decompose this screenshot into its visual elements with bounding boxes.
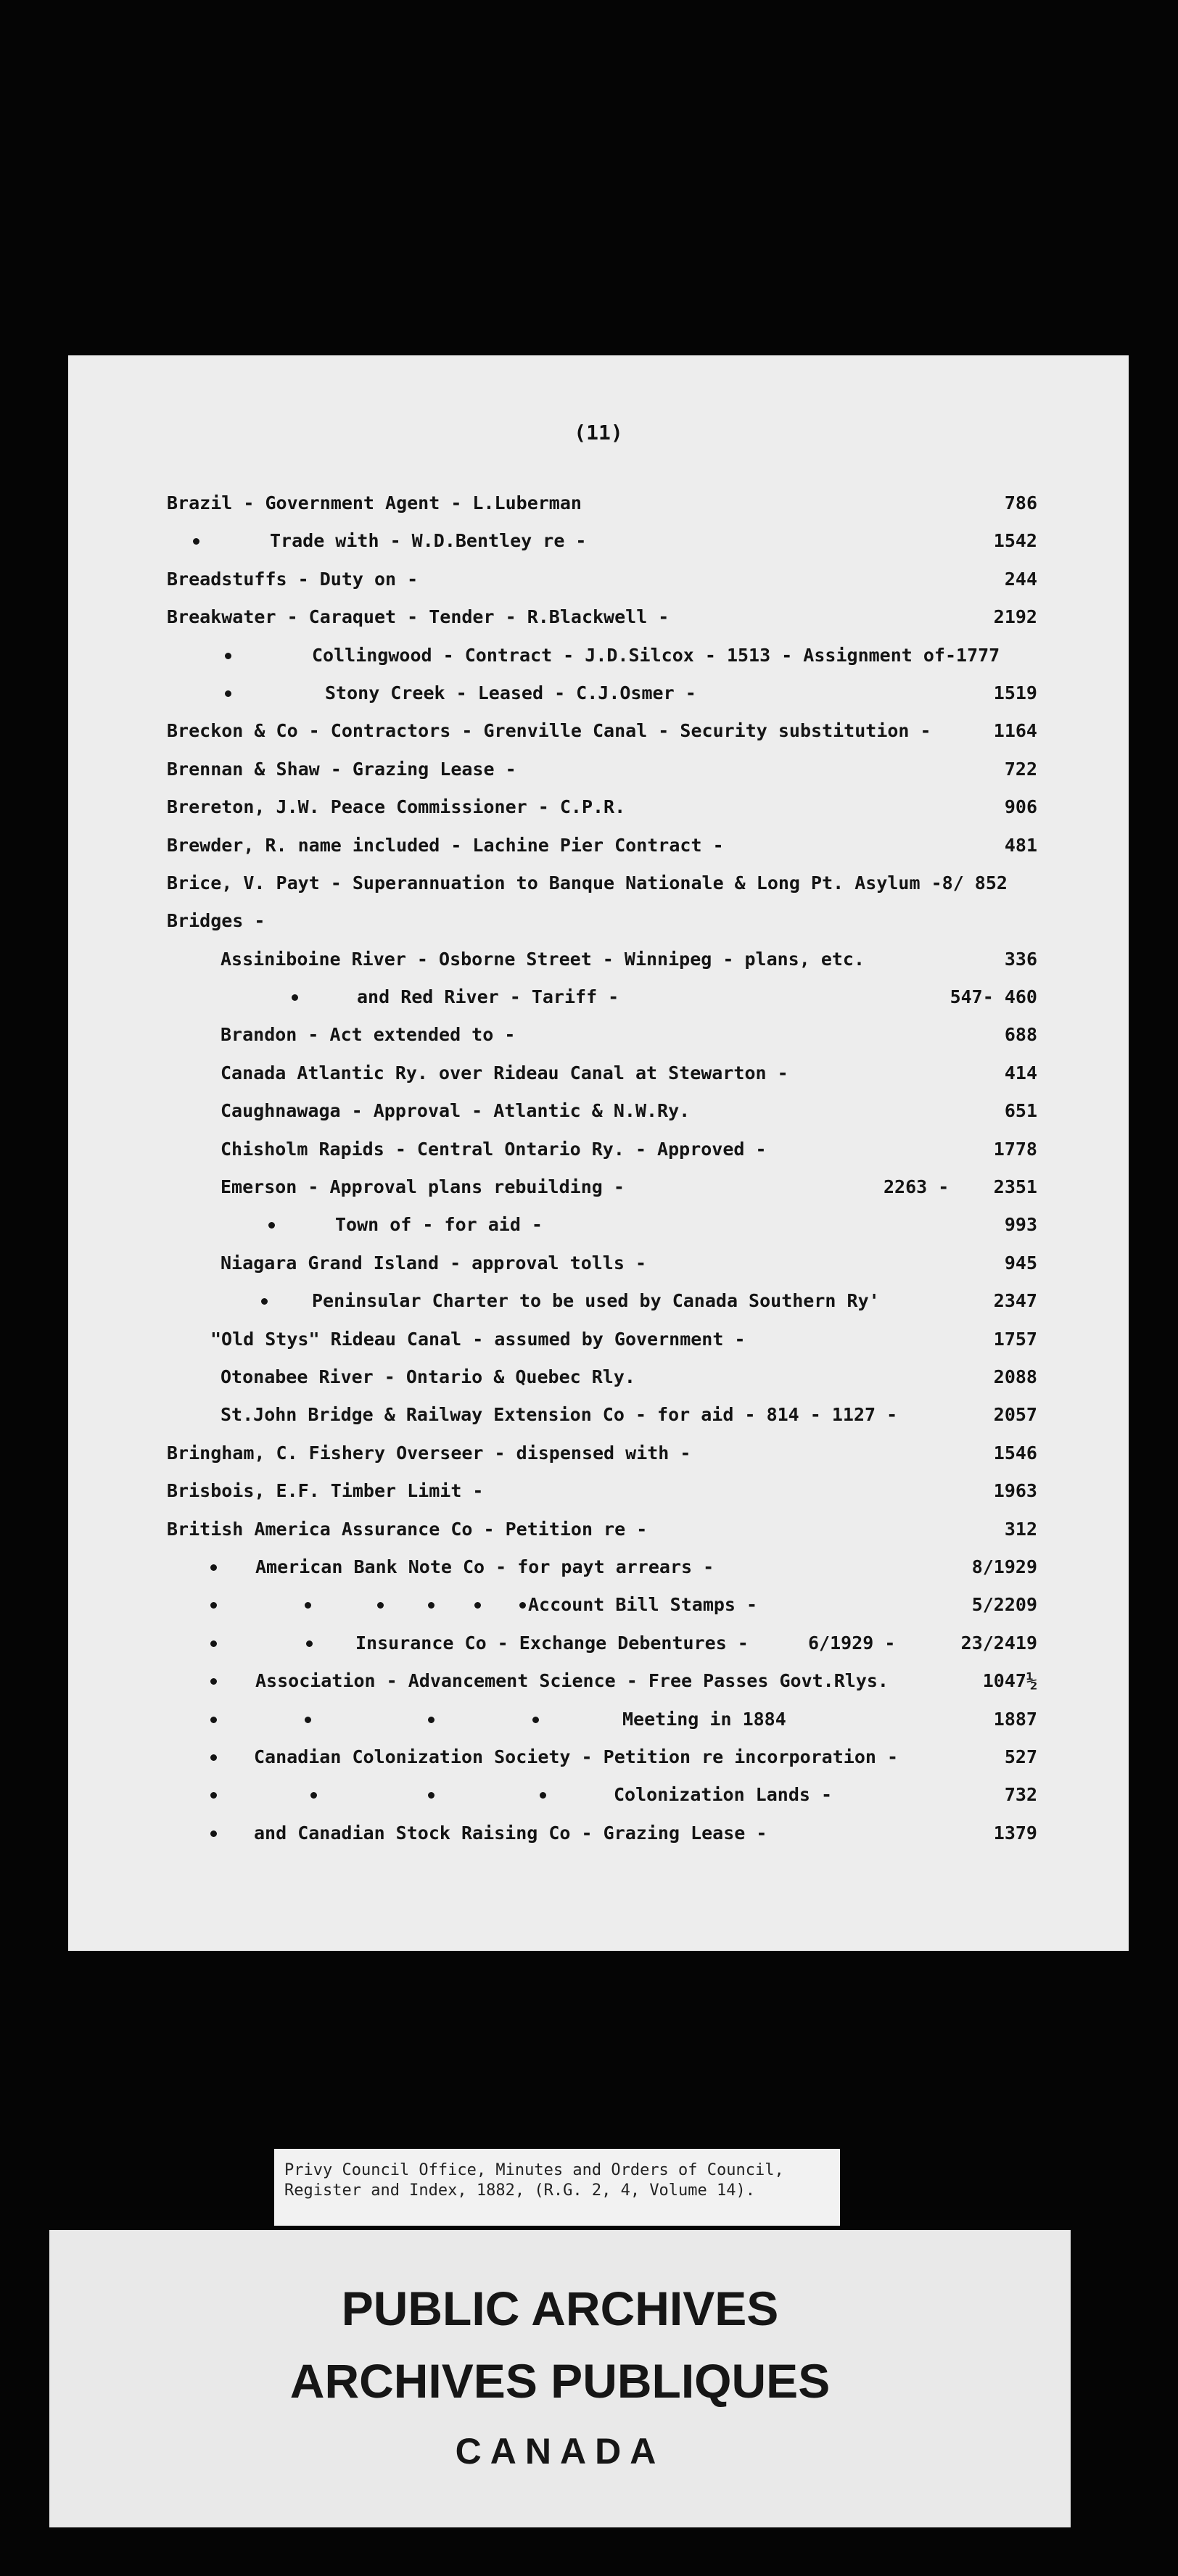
entry-text: Niagara Grand Island - approval tolls -: [221, 1252, 646, 1273]
entry-text: Chisholm Rapids - Central Ontario Ry. - Approved -: [221, 1138, 767, 1160]
entry-reference: 906: [1004, 796, 1037, 818]
entry-text: Stony Creek - Leased - C.J.Osmer -: [325, 682, 696, 703]
entry-text: Insurance Co - Exchange Debentures -: [355, 1632, 749, 1654]
entry-text: Brice, V. Payt - Superannuation to Banque Nationale & Long Pt. Asylum -8/ 852: [167, 872, 1008, 893]
entry-reference: 23/2419: [960, 1632, 1037, 1654]
entry-reference: 945: [1004, 1252, 1037, 1273]
ditto-mark: [193, 538, 199, 545]
index-entry: [68, 561, 1129, 598]
entry-text: Trade with - W.D.Bentley re -: [270, 530, 587, 552]
index-entry: [68, 1206, 1129, 1244]
index-entry: [68, 1321, 1129, 1358]
entry-text: Meeting in 1884: [622, 1708, 786, 1730]
entry-reference: 1519: [993, 682, 1037, 703]
entry-text: American Bank Note Co - for payt arrears -: [255, 1556, 714, 1577]
entry-text: Account Bill Stamps -: [528, 1594, 758, 1616]
index-entry: [68, 751, 1129, 788]
ditto-mark: [225, 690, 231, 697]
index-entry: [68, 978, 1129, 1016]
entry-reference: 2192: [993, 606, 1037, 628]
entry-text: Otonabee River - Ontario & Quebec Rly.: [221, 1366, 635, 1387]
entry-reference: 2088: [993, 1366, 1037, 1387]
ditto-mark: [428, 1717, 434, 1723]
ditto-mark: [261, 1298, 268, 1305]
entry-reference: 244: [1004, 568, 1037, 590]
entry-reference: 993: [1004, 1214, 1037, 1236]
stamp-line-french: ARCHIVES PUBLIQUES: [289, 2354, 831, 2408]
entry-text: and Canadian Stock Raising Co - Grazing Lease -: [254, 1822, 767, 1844]
entry-reference: 5/2209: [971, 1594, 1037, 1616]
ditto-mark: [210, 1754, 217, 1761]
entry-reference: 1963: [993, 1480, 1037, 1502]
index-entry: [68, 712, 1129, 750]
ditto-mark: [210, 1792, 217, 1799]
entry-text: British America Assurance Co - Petition re -: [167, 1518, 648, 1540]
index-entry: [68, 1358, 1129, 1396]
index-entry: [68, 484, 1129, 522]
entry-reference: 688: [1004, 1024, 1037, 1046]
entry-reference-secondary: 6/1929 -: [808, 1632, 896, 1654]
credit-line: Register and Index, 1882, (R.G. 2, 4, Volume 14).: [284, 2181, 756, 2200]
index-entry: [68, 1016, 1129, 1054]
ditto-mark: [306, 1640, 313, 1647]
ditto-mark: [210, 1640, 217, 1647]
document-page: [68, 355, 1129, 1951]
ditto-mark: [225, 653, 231, 659]
index-entry: [68, 1662, 1129, 1700]
entry-reference: 1546: [993, 1442, 1037, 1464]
entry-text: Bringham, C. Fishery Overseer - dispensed with -: [167, 1442, 691, 1464]
index-entry: [68, 941, 1129, 978]
source-credit-label: [274, 2149, 840, 2226]
index-entry: [68, 1815, 1129, 1852]
index-entry: [68, 1054, 1129, 1092]
entry-text: Collingwood - Contract - J.D.Silcox - 1513 - Assignment of-1777: [312, 644, 1000, 666]
entry-reference: 2351: [993, 1176, 1037, 1198]
ditto-mark: [305, 1717, 311, 1723]
entry-reference: 2057: [993, 1404, 1037, 1426]
ditto-mark: [210, 1564, 217, 1571]
index-entry: [68, 864, 1129, 902]
index-entry: [68, 788, 1129, 826]
entry-text: Brewder, R. name included - Lachine Pier Contract -: [167, 834, 724, 856]
entry-text: Brisbois, E.F. Timber Limit -: [167, 1480, 484, 1502]
entry-reference: 1542: [993, 530, 1037, 552]
entry-reference: 1379: [993, 1822, 1037, 1844]
ditto-mark: [310, 1792, 317, 1799]
index-entry: [68, 1472, 1129, 1510]
entry-reference: 414: [1004, 1062, 1037, 1083]
index-entry: [68, 1092, 1129, 1130]
entry-reference: 336: [1004, 948, 1037, 970]
entry-reference: 1887: [993, 1708, 1037, 1730]
ditto-mark: [210, 1830, 217, 1837]
ditto-mark: [210, 1602, 217, 1609]
entry-text: Peninsular Charter to be used by Canada Southern Ry': [312, 1290, 880, 1312]
entry-reference: 527: [1004, 1746, 1037, 1767]
entry-text: Colonization Lands -: [614, 1784, 833, 1806]
index-entry: [68, 827, 1129, 864]
ditto-mark: [210, 1678, 217, 1685]
stamp-line-english: PUBLIC ARCHIVES: [341, 2282, 779, 2335]
ditto-mark: [210, 1717, 217, 1723]
entry-text: Assiniboine River - Osborne Street - Winnipeg - plans, etc.: [221, 948, 865, 970]
entry-text: "Old Stys" Rideau Canal - assumed by Government -: [210, 1328, 746, 1350]
entry-reference-secondary: 2263 -: [884, 1176, 950, 1198]
entry-text: Canada Atlantic Ry. over Rideau Canal at Stewarton -: [221, 1062, 788, 1083]
entry-text: Brandon - Act extended to -: [221, 1024, 516, 1046]
index-entry: [68, 674, 1129, 712]
entry-reference: 786: [1004, 492, 1037, 513]
entry-reference: 722: [1004, 758, 1037, 780]
entry-reference: 8/1929: [971, 1556, 1037, 1577]
entry-text: Town of - for aid -: [335, 1214, 543, 1236]
index-entry: [68, 1168, 1129, 1206]
ditto-mark: [474, 1602, 481, 1609]
entry-text: Brereton, J.W. Peace Commissioner - C.P.R.: [167, 796, 626, 818]
ditto-mark: [428, 1602, 434, 1609]
ditto-mark: [428, 1792, 434, 1799]
index-entry: [68, 1434, 1129, 1472]
entry-reference: 547- 460: [950, 986, 1037, 1008]
entry-reference: 312: [1004, 1518, 1037, 1540]
ditto-mark: [519, 1602, 526, 1609]
index-entry: [68, 1131, 1129, 1168]
entry-text: Brennan & Shaw - Grazing Lease -: [167, 758, 516, 780]
index-entry: [68, 598, 1129, 636]
entry-reference: 732: [1004, 1784, 1037, 1806]
stamp-line-country: CANADA: [455, 2431, 665, 2472]
index-entry: [68, 902, 1129, 940]
index-entry: [68, 1625, 1129, 1662]
entry-reference: 1047½: [982, 1670, 1037, 1692]
ditto-mark: [292, 994, 298, 1001]
index-entry: [68, 1586, 1129, 1624]
entry-text: Breckon & Co - Contractors - Grenville Canal - Security substitution -: [167, 720, 931, 742]
entry-text: Canadian Colonization Society - Petition re incorporation -: [254, 1746, 899, 1767]
entry-reference: 1757: [993, 1328, 1037, 1350]
ditto-mark: [532, 1717, 539, 1723]
ditto-mark: [305, 1602, 311, 1609]
entry-text: Association - Advancement Science - Free Passes Govt.Rlys.: [255, 1670, 889, 1692]
index-entry: [68, 1244, 1129, 1282]
index-entry: [68, 1776, 1129, 1814]
entry-reference: 481: [1004, 834, 1037, 856]
credit-line: Privy Council Office, Minutes and Orders of Council,: [284, 2161, 784, 2179]
ditto-mark: [540, 1792, 546, 1799]
entry-reference: 651: [1004, 1100, 1037, 1122]
archives-stamp: [49, 2230, 1071, 2527]
index-entry: [68, 522, 1129, 560]
entry-text: St.John Bridge & Railway Extension Co - for aid - 814 - 1127 -: [221, 1404, 898, 1426]
entry-text: Brazil - Government Agent - L.Luberman: [167, 492, 582, 513]
page-number: (11): [574, 421, 623, 445]
entry-text: Emerson - Approval plans rebuilding -: [221, 1176, 625, 1198]
ditto-mark: [377, 1602, 384, 1609]
entry-text: Breakwater - Caraquet - Tender - R.Blackwell -: [167, 606, 670, 628]
entry-reference: 1164: [993, 720, 1037, 742]
ditto-mark: [268, 1222, 275, 1229]
entry-reference: 2347: [993, 1290, 1037, 1312]
index-entry: [68, 1548, 1129, 1586]
index-entry: [68, 1396, 1129, 1434]
entry-text: Bridges -: [167, 910, 265, 932]
index-entry: [68, 1282, 1129, 1320]
index-entries: [68, 484, 1129, 1852]
entry-text: Caughnawaga - Approval - Atlantic & N.W.Ry.: [221, 1100, 691, 1122]
entry-text: and Red River - Tariff -: [357, 986, 619, 1008]
index-entry: [68, 1511, 1129, 1548]
index-entry: [68, 1738, 1129, 1776]
index-entry: [68, 637, 1129, 674]
entry-text: Breadstuffs - Duty on -: [167, 568, 419, 590]
index-entry: [68, 1701, 1129, 1738]
entry-reference: 1778: [993, 1138, 1037, 1160]
